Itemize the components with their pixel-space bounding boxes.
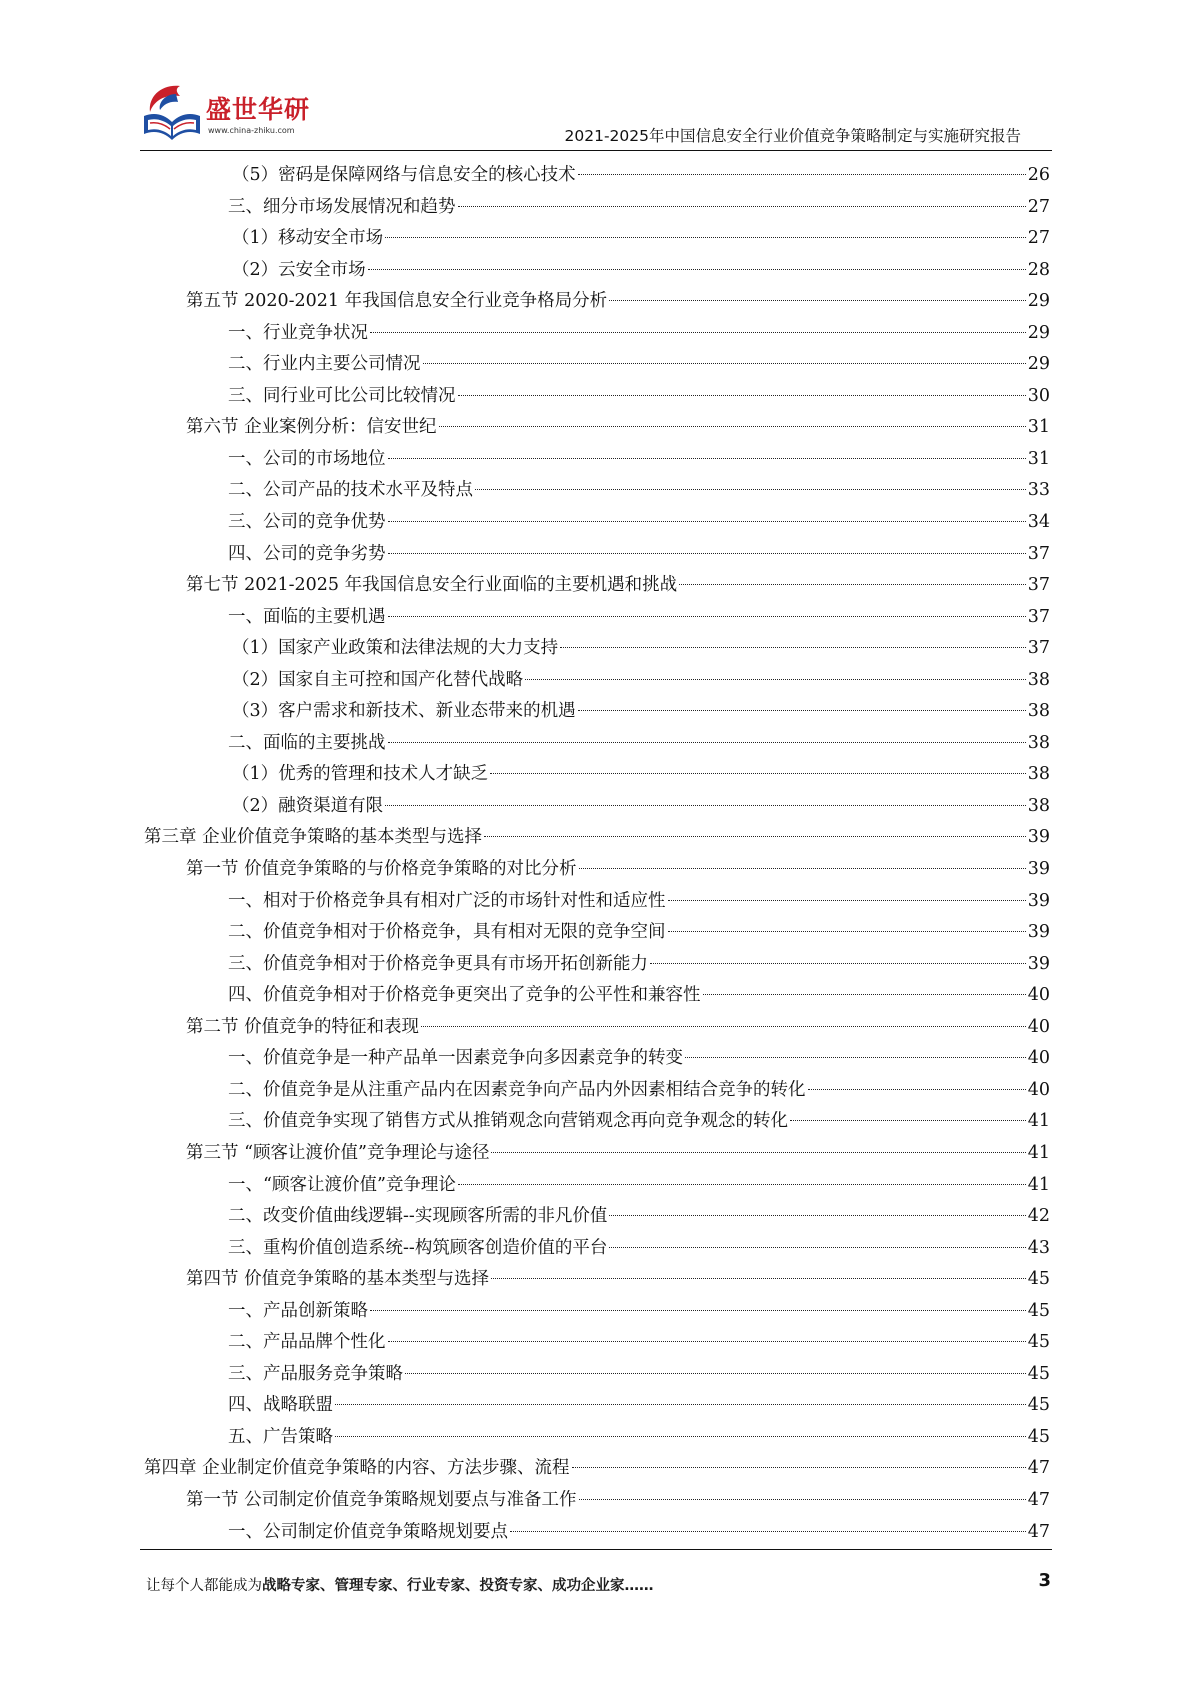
toc-dot-leader (388, 521, 1026, 522)
toc-entry-page: 33 (1027, 480, 1050, 501)
toc-entry[interactable] (144, 1106, 1050, 1138)
toc-entry-page: 47 (1027, 1458, 1050, 1479)
toc-entry-title: 三、重构价值创造系统--构筑顾客创造价值的平台 (228, 1237, 608, 1258)
toc-entry[interactable] (144, 223, 1050, 255)
footer-slogan-prefix: 让每个人都能成为 (146, 1578, 262, 1594)
toc-entry[interactable] (144, 444, 1050, 476)
toc-entry-title: （2）国家自主可控和国产化替代战略 (232, 669, 524, 690)
toc-dot-leader (650, 963, 1026, 964)
toc-dot-leader (385, 237, 1026, 238)
toc-entry-page: 40 (1027, 1079, 1050, 1100)
toc-entry-title: 第一节 价值竞争策略的与价格竞争策略的对比分析 (186, 859, 577, 880)
toc-entry-page: 29 (1027, 322, 1050, 343)
toc-entry[interactable] (144, 1012, 1050, 1044)
toc-dot-leader (790, 1120, 1026, 1121)
toc-entry-page: 41 (1027, 1111, 1050, 1132)
page-header (0, 0, 1191, 150)
toc-entry-title: 二、面临的主要挑战 (228, 732, 386, 753)
toc-dot-leader (808, 1089, 1026, 1090)
toc-entry[interactable] (144, 728, 1050, 760)
toc-entry-title: 一、价值竞争是一种产品单一因素竞争向多因素竞争的转变 (228, 1048, 683, 1069)
toc-entry-title: 二、价值竞争相对于价格竞争，具有相对无限的竞争空间 (228, 922, 666, 943)
company-logo (140, 82, 310, 146)
toc-entry-title: 一、公司的市场地位 (228, 448, 386, 469)
toc-dot-leader (510, 1531, 1026, 1532)
toc-dot-leader (578, 174, 1026, 175)
toc-entry-title: 四、战略联盟 (228, 1395, 333, 1416)
toc-entry-page: 39 (1027, 922, 1050, 943)
toc-entry-page: 38 (1027, 732, 1050, 753)
toc-entry-page: 29 (1027, 291, 1050, 312)
toc-entry-title: 第四节 价值竞争策略的基本类型与选择 (186, 1269, 490, 1290)
toc-entry[interactable] (144, 949, 1050, 981)
toc-entry-title: （1）移动安全市场 (232, 228, 384, 249)
toc-dot-leader (388, 1341, 1026, 1342)
toc-entry[interactable] (144, 1075, 1050, 1107)
toc-entry-page: 40 (1027, 985, 1050, 1006)
toc-entry[interactable] (144, 475, 1050, 507)
toc-dot-leader (609, 300, 1026, 301)
toc-dot-leader (490, 773, 1026, 774)
toc-entry-title: 一、“顾客让渡价值”竞争理论 (228, 1174, 456, 1195)
toc-entry[interactable] (144, 381, 1050, 413)
toc-dot-leader (668, 931, 1026, 932)
toc-entry-page: 27 (1027, 196, 1050, 217)
toc-dot-leader (388, 458, 1026, 459)
toc-entry[interactable] (144, 1296, 1050, 1328)
toc-entry-title: （2）融资渠道有限 (232, 795, 384, 816)
toc-entry-page: 40 (1027, 1016, 1050, 1037)
toc-entry[interactable] (144, 602, 1050, 634)
toc-dot-leader (685, 1057, 1026, 1058)
toc-entry-title: 三、价值竞争相对于价格竞争更具有市场开拓创新能力 (228, 953, 648, 974)
toc-entry[interactable] (144, 696, 1050, 728)
toc-entry[interactable] (144, 854, 1050, 886)
toc-dot-leader (609, 1215, 1025, 1216)
toc-entry-page: 34 (1027, 512, 1050, 533)
toc-dot-leader (335, 1436, 1026, 1437)
toc-entry-page: 37 (1027, 543, 1050, 564)
toc-entry-page: 31 (1027, 417, 1050, 438)
toc-dot-leader (458, 1184, 1026, 1185)
toc-entry-page: 47 (1027, 1521, 1050, 1542)
toc-entry-page: 45 (1027, 1363, 1050, 1384)
toc-entry[interactable] (144, 1170, 1050, 1202)
toc-entry-title: 第五节 2020-2021 年我国信息安全行业竞争格局分析 (186, 291, 608, 312)
toc-entry-title: （2）云安全市场 (232, 259, 366, 280)
toc-dot-leader (421, 1026, 1026, 1027)
toc-entry[interactable] (144, 1138, 1050, 1170)
toc-entry-page: 45 (1027, 1395, 1050, 1416)
toc-entry-title: （1）优秀的管理和技术人才缺乏 (232, 764, 489, 785)
toc-dot-leader (458, 395, 1026, 396)
footer-slogan-highlight: 战略专家、管理专家、行业专家、投资专家、成功企业家…… (262, 1578, 654, 1594)
toc-entry-title: 三、细分市场发展情况和趋势 (228, 196, 456, 217)
toc-dot-leader (368, 269, 1026, 270)
toc-entry-page: 39 (1027, 890, 1050, 911)
toc-entry-page: 47 (1027, 1489, 1050, 1510)
toc-entry[interactable] (144, 1043, 1050, 1075)
logo-book-icon (140, 82, 204, 146)
footer-slogan (146, 1574, 654, 1595)
footer-divider (140, 1549, 1052, 1550)
toc-dot-leader (335, 1404, 1026, 1405)
toc-entry-title: 一、相对于价格竞争具有相对广泛的市场针对性和适应性 (228, 890, 666, 911)
toc-dot-leader (578, 710, 1026, 711)
toc-dot-leader (668, 900, 1026, 901)
toc-entry[interactable] (144, 318, 1050, 350)
toc-entry-page: 30 (1027, 385, 1050, 406)
toc-entry[interactable] (144, 192, 1050, 224)
toc-dot-leader (525, 679, 1026, 680)
toc-entry-title: 三、同行业可比公司比较情况 (228, 385, 456, 406)
toc-entry-page: 26 (1027, 165, 1050, 185)
toc-entry-title: 第七节 2021-2025 年我国信息安全行业面临的主要机遇和挑战 (186, 575, 678, 596)
toc-entry[interactable] (144, 1422, 1050, 1454)
toc-entry[interactable] (144, 570, 1050, 602)
toc-entry[interactable] (144, 1390, 1050, 1422)
toc-entry-title: 二、行业内主要公司情况 (228, 354, 421, 375)
toc-entry-page: 29 (1027, 354, 1050, 375)
toc-entry[interactable] (144, 1264, 1050, 1296)
toc-entry-page: 41 (1027, 1142, 1050, 1163)
toc-entry-page: 43 (1027, 1237, 1050, 1258)
toc-entry-title: 三、公司的竞争优势 (228, 512, 386, 533)
toc-dot-leader (579, 1499, 1026, 1500)
toc-entry-page: 45 (1027, 1332, 1050, 1353)
toc-entry[interactable] (144, 917, 1050, 949)
toc-entry-page: 39 (1027, 827, 1050, 848)
header-divider (140, 150, 1052, 151)
toc-dot-leader (560, 647, 1026, 648)
page-number: 3 (1038, 1570, 1051, 1591)
toc-entry-page: 40 (1027, 1048, 1050, 1069)
toc-entry[interactable] (144, 822, 1050, 854)
toc-dot-leader (439, 426, 1026, 427)
toc-entry[interactable] (144, 791, 1050, 823)
toc-entry[interactable] (144, 412, 1050, 444)
toc-entry-page: 38 (1027, 795, 1050, 816)
toc-entry-title: 一、公司制定价值竞争策略规划要点 (228, 1521, 508, 1542)
toc-entry-page: 39 (1027, 953, 1050, 974)
toc-entry[interactable] (144, 665, 1050, 697)
toc-entry-title: 四、价值竞争相对于价格竞争更突出了竞争的公平性和兼容性 (228, 985, 701, 1006)
toc-dot-leader (579, 868, 1026, 869)
toc-entry-title: 第三节 “顾客让渡价值”竞争理论与途径 (186, 1142, 490, 1163)
table-of-contents (144, 160, 1050, 1548)
toc-dot-leader (423, 363, 1026, 364)
toc-entry-page: 28 (1027, 259, 1050, 280)
toc-entry-page: 45 (1027, 1269, 1050, 1290)
toc-dot-leader (370, 1310, 1026, 1311)
toc-entry-title: 一、行业竞争状况 (228, 322, 368, 343)
toc-entry-title: （5）密码是保障网络与信息安全的核心技术 (232, 165, 576, 185)
toc-entry-page: 45 (1027, 1426, 1050, 1447)
toc-entry-page: 38 (1027, 764, 1050, 785)
toc-entry-title: 四、公司的竞争劣势 (228, 543, 386, 564)
toc-dot-leader (370, 332, 1026, 333)
toc-entry-title: 二、改变价值曲线逻辑--实现顾客所需的非凡价值 (228, 1206, 608, 1227)
toc-entry[interactable] (144, 539, 1050, 571)
toc-entry[interactable] (144, 633, 1050, 665)
toc-dot-leader (458, 206, 1026, 207)
toc-dot-leader (491, 1152, 1025, 1153)
toc-entry-page: 37 (1027, 606, 1050, 627)
toc-entry[interactable] (144, 980, 1050, 1012)
toc-entry-title: 第四章 企业制定价值竞争策略的内容、方法步骤、流程 (144, 1458, 570, 1479)
logo-name: 盛世华研 (206, 95, 311, 124)
toc-entry-title: 五、广告策略 (228, 1426, 333, 1447)
toc-dot-leader (475, 489, 1026, 490)
toc-entry[interactable] (144, 349, 1050, 381)
toc-entry[interactable] (144, 886, 1050, 918)
toc-entry-page: 42 (1027, 1206, 1050, 1227)
toc-entry[interactable] (144, 1233, 1050, 1265)
toc-entry-title: 三、产品服务竞争策略 (228, 1363, 403, 1384)
toc-entry-page: 39 (1027, 859, 1050, 880)
logo-url: www.china-zhiku.com (208, 126, 295, 135)
toc-entry-title: （1）国家产业政策和法律法规的大力支持 (232, 638, 559, 659)
toc-entry-title: 一、面临的主要机遇 (228, 606, 386, 627)
toc-entry[interactable] (144, 507, 1050, 539)
toc-entry[interactable] (144, 286, 1050, 318)
toc-entry-page: 38 (1027, 701, 1050, 722)
toc-entry[interactable] (144, 1327, 1050, 1359)
toc-entry[interactable] (144, 1359, 1050, 1391)
toc-entry-title: 一、产品创新策略 (228, 1300, 368, 1321)
toc-entry-title: 第六节 企业案例分析：信安世纪 (186, 417, 437, 438)
toc-dot-leader (572, 1467, 1026, 1468)
toc-entry-page: 38 (1027, 669, 1050, 690)
toc-dot-leader (388, 553, 1026, 554)
toc-dot-leader (385, 805, 1026, 806)
toc-entry-page: 37 (1027, 638, 1050, 659)
toc-dot-leader (405, 1373, 1026, 1374)
toc-entry-page: 27 (1027, 228, 1050, 249)
toc-entry-title: 二、价值竞争是从注重产品内在因素竞争向产品内外因素相结合竞争的转化 (228, 1079, 806, 1100)
toc-entry-title: 第三章 企业价值竞争策略的基本类型与选择 (144, 827, 483, 848)
toc-dot-leader (491, 1278, 1026, 1279)
toc-entry-title: 三、价值竞争实现了销售方式从推销观念向营销观念再向竞争观念的转化 (228, 1111, 788, 1132)
toc-entry[interactable] (144, 1485, 1050, 1517)
toc-entry-title: 第二节 价值竞争的特征和表现 (186, 1016, 420, 1037)
toc-entry[interactable] (144, 759, 1050, 791)
toc-entry[interactable] (144, 160, 1050, 192)
toc-dot-leader (609, 1247, 1025, 1248)
toc-entry-title: （3）客户需求和新技术、新业态带来的机遇 (232, 701, 576, 722)
toc-dot-leader (679, 584, 1026, 585)
toc-entry-title: 二、产品品牌个性化 (228, 1332, 386, 1353)
toc-entry[interactable] (144, 1201, 1050, 1233)
toc-dot-leader (484, 836, 1026, 837)
toc-entry-page: 45 (1027, 1300, 1050, 1321)
toc-dot-leader (388, 616, 1026, 617)
toc-entry-title: 第一节 公司制定价值竞争策略规划要点与准备工作 (186, 1489, 577, 1510)
toc-entry[interactable] (144, 1517, 1050, 1549)
toc-dot-leader (388, 742, 1026, 743)
toc-dot-leader (703, 994, 1026, 995)
toc-entry-page: 31 (1027, 448, 1050, 469)
document-title: 2021-2025年中国信息安全行业价值竞争策略制定与实施研究报告 (564, 127, 1021, 145)
toc-entry[interactable] (144, 255, 1050, 287)
toc-entry-page: 41 (1027, 1174, 1050, 1195)
toc-entry[interactable] (144, 1453, 1050, 1485)
toc-entry-page: 37 (1027, 575, 1050, 596)
toc-entry-title: 二、公司产品的技术水平及特点 (228, 480, 473, 501)
